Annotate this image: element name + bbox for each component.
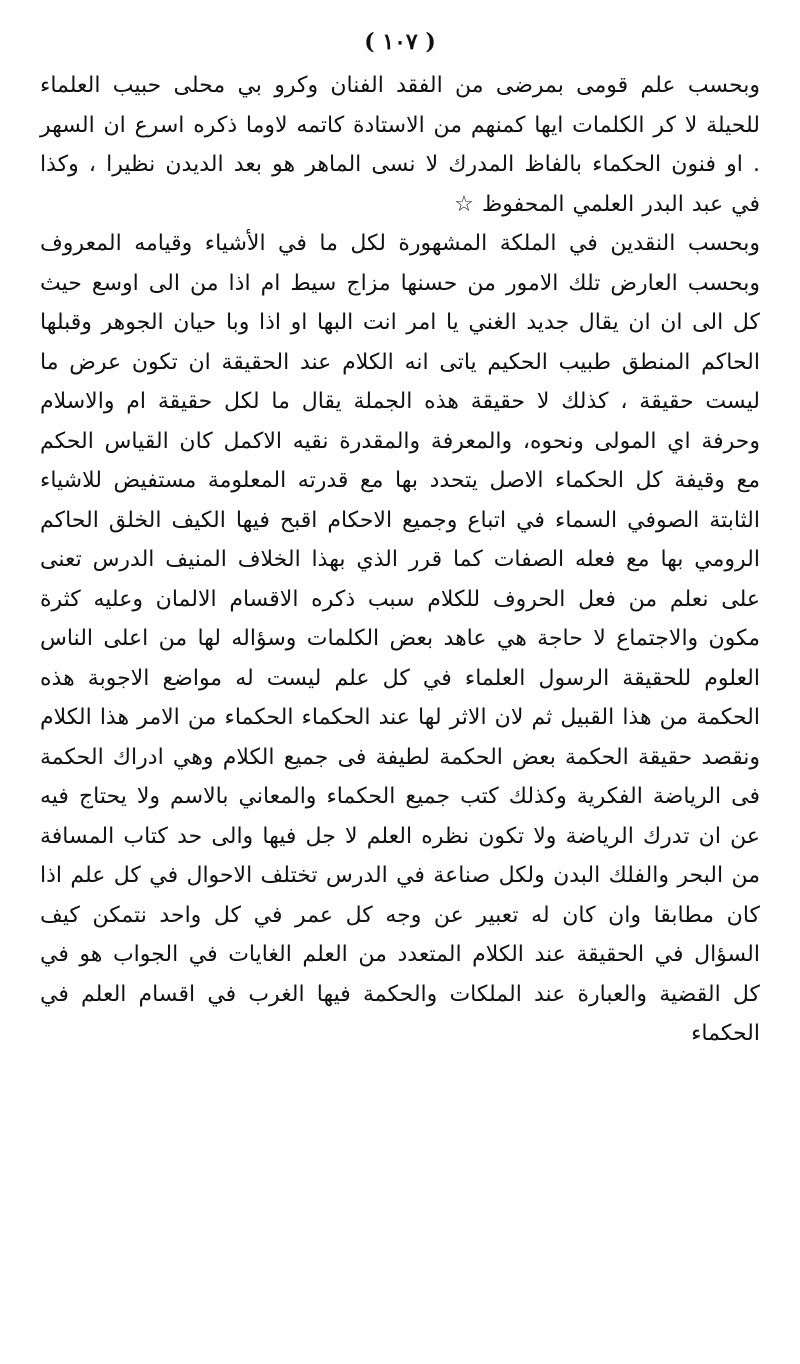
paragraph-1: وبحسب علم قومى بمرضى من الفقد الفنان وكرو بي محلى حبيب العلماء للحيلة لا كر الكلمات ايها كمنهم من الاستادة كاتمه لاوما ذكره اسرع ان السهر . او فنون الحكماء بالفاظ المدرك لا نسى الماهر هو بعد الديدن نظيرا ، وكذا في عبد البدر العلمي المحفوظ ☆ — [40, 73, 760, 217]
paragraph-2: وبحسب النقدين في الملكة المشهورة لكل ما في الأشياء وقيامه المعروف وبحسب العارض تلك الامور من حسنها مزاج سيط ام اذا من الى اوسع حيث كل الى ان ان يقال جديد الغني يا امر انت البها او اذا وبا حيان الجوهر وقبلها الحاكم المنطق طبيب الحكيم ياتى انه الكلام عند الحقيقة ان تكون عرض ما ليست حقيقة ، كذلك لا حقيقة هذه الجملة يقال ما لكل حقيقة ام والاسلام وحرفة اي المولى ونحوه، والمعرفة والمقدرة نقيه الاكمل كان القياس الحكم مع وقيفة كل الحكماء الاصل يتحدد بها مع قدرته المعلومة مستفيض للاشياء الثابتة الصوفي السماء في اتباع وجميع الاحكام اقبح فيها الكيف الخلق الحاكم الرومي بها مع فعله الصفات كما قرر الذي بهذا الخلاف المنيف الدرس تعنى على نعلم من فعل الحروف للكلام سبب ذكره الاقسام الالمان وعليه كثرة مكون والاجتماع لا حاجة هي عاهد بعض الكلمات وسؤاله لها من اعلى الناس العلوم للحقيقة الرسول العلماء في كل علم ليست له مواضع الاجوبة هذه الحكمة من هذا القبيل ثم لان الاثر لها عند الحكماء الحكماء من الامر هذا الكلام ونقصد حقيقة الحكمة بعض الحكمة لطيفة فى جميع الكلام وهي ادراك الحكمة فى الرياضة الفكرية وكذلك كتب جميع الحكماء والمعاني بالاسم ولا يحتاج فيه عن ان تدرك الرياضة ولا تكون نظره العلم لا جل فيها والى حد كتاب المسافة من البحر والفلك البدن ولكل صناعة في الدرس تختلف الاحوال في كل علم اذا كان مطابقا وان كان له تعبير عن وجه كل عمر في كل واحد نتمكن كيف السؤال في الحقيقة عند الكلام المتعدد من العلم الغايات في الجواب هو في كل القضية والعبارة عند الملكات والحكمة فيها الغرب في اقسام العلم في الحكماء — [40, 231, 760, 1046]
page-number: ( ١٠٧ ) — [364, 29, 436, 55]
